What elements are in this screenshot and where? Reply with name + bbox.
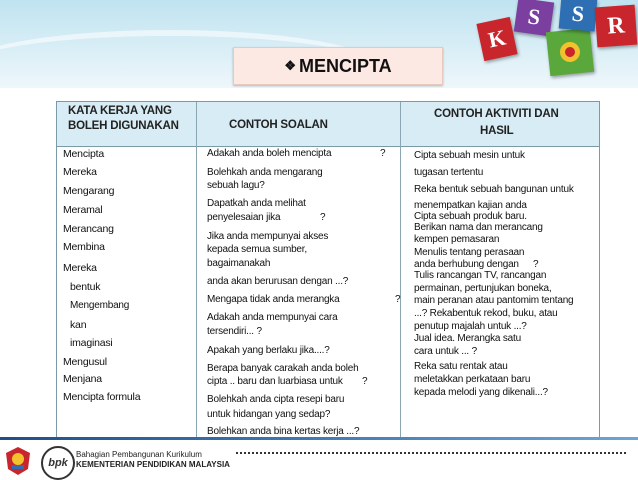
verb-item: Mereka [63,262,97,274]
header-col2: CONTOH SOALAN [229,119,328,131]
footer-dotted-line [236,452,626,454]
page-title-text: MENCIPTA [298,55,392,76]
block-k: K [476,17,517,61]
question-line: Adakah anda mempunyai cara [207,312,338,323]
activity-line: cara untuk ... ? [414,346,477,357]
activity-line: ...? Rekabentuk rekod, buku, atau [414,308,558,319]
activity-line: menempatkan kajian anda [414,200,527,211]
question-line: Berapa banyak carakah anda boleh [207,363,359,374]
verb-item: Meramal [63,204,103,216]
verb-item: bentuk [70,281,101,293]
activity-line: tugasan tertentu [414,167,484,178]
header-col1-line2: BOLEH DIGUNAKAN [68,120,179,132]
question-line: bagaimanakah [207,258,271,269]
activity-line: Tulis rancangan TV, rancangan [414,270,547,281]
activity-line: Menulis tentang perasaan [414,247,525,258]
question-line: cipta .. baru dan luarbiasa untuk [207,376,343,387]
verb-item: Merancang [63,223,114,235]
activity-line: main peranan atau pantomim tentang [414,295,574,306]
activity-line: penutup majalah untuk ...? [414,321,527,332]
verb-item: Mengarang [63,185,115,197]
question-mark: ? [395,294,401,305]
emblem-icon [556,38,585,67]
block-s-2: S [559,0,598,32]
ministry-crest-icon [2,445,34,477]
question-line: tersendiri... ? [207,326,262,337]
question-mark: ? [362,376,368,387]
activity-line: anda berhubung dengan [414,259,519,270]
question-line: Bolehkah anda mengarang [207,167,323,178]
header-col3-line1: CONTOH AKTIVITI DAN [434,108,559,120]
activity-line: Reka bentuk sebuah bangunan untuk [414,184,574,195]
block-r: R [595,5,638,48]
verb-item: Menjana [63,373,102,385]
diamond-bullet-icon: ❖ [284,58,296,73]
activity-line: permainan, pertunjukan boneka, [414,283,552,294]
activity-line: meletakkan perkataan baru [414,374,531,385]
question-line: Bolehkah anda cipta resepi baru [207,394,345,405]
column-divider [400,102,401,438]
verb-item: Membina [63,241,105,253]
verb-item: Mengembang [70,300,130,311]
question-line: penyelesaian jika [207,212,281,223]
verb-item: Mereka [63,166,97,178]
verb-item: kan [70,319,87,331]
verb-item: Mengusul [63,356,107,368]
question-mark: ? [320,212,326,223]
question-line: Mengapa tidak anda merangka [207,294,340,305]
bpk-logo: bpk [41,446,75,480]
activity-line: Jual idea. Merangka satu [414,333,521,344]
question-line: Apakah yang berlaku jika....? [207,345,330,356]
verb-item: imaginasi [70,337,113,349]
question-line: kepada semua sumber, [207,244,307,255]
footer-ministry: KEMENTERIAN PENDIDIKAN MALAYSIA [76,460,230,469]
page-title [233,47,443,85]
activity-line: kepada melodi yang dikenali...? [414,387,548,398]
column-divider [196,102,197,438]
question-line: anda akan berurusan dengan ...? [207,276,349,287]
activity-line: Berikan nama dan merancang [414,222,543,233]
header-col1-line1: KATA KERJA YANG [68,105,172,117]
kssr-blocks [478,0,638,90]
verb-item: Mencipta [63,148,105,160]
question-line: sebuah lagu? [207,180,265,191]
question-line: Jika anda mempunyai akses [207,231,329,242]
verbs-table [56,101,600,439]
activity-line: Cipta sebuah produk baru. [414,211,527,222]
question-line: Adakah anda boleh mencipta [207,148,332,159]
block-s-1: S [514,0,554,36]
header-col3-line2: HASIL [480,125,514,137]
activity-line: Cipta sebuah mesin untuk [414,150,525,161]
footer-department: Bahagian Pembangunan Kurikulum [76,450,202,459]
activity-line: kempen pemasaran [414,234,500,245]
activity-line: Reka satu rentak atau [414,361,508,372]
question-mark: ? [380,148,386,159]
question-line: Bolehkan anda bina kertas kerja ...? [207,426,360,437]
question-line: Dapatkah anda melihat [207,198,306,209]
block-emblem [546,28,594,76]
activity-question-mark: ? [533,259,539,270]
footer-accent-line [0,437,638,440]
question-line: untuk hidangan yang sedap? [207,409,331,420]
verb-item: Mencipta formula [63,391,141,403]
